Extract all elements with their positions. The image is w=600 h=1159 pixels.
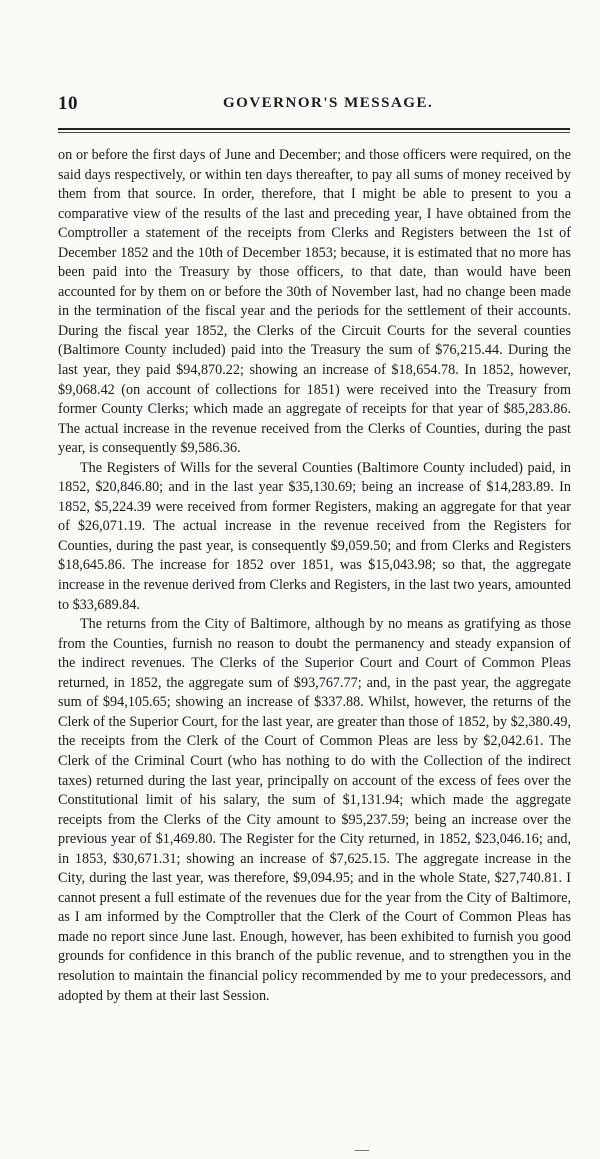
- paragraph-clerks-receipts: on or before the first days of June and December; and those officers were required, on the said days respectively, or within ten days thereafter, to pay all sums of money received by them from that source. In order, therefore, that I might be able to present to you a comparative view of the results of the last and preceding year, I have obtained from the Comptroller a statement of the receipts from Clerks and Registers between the 1st of December 1852 and the 10th of December 1853; because, it is estimated that no more has been paid into the Treasury by those officers, to that date, than would have been accounted for by them on or before the 30th of November last, had no change been made in the termination of the fiscal year and the periods for the settlement of their accounts. During the fiscal year 1852, the Clerks of the Circuit Courts for the several counties (Baltimore County included) paid into the Treasury the sum of $76,215.44. During the last year, they paid $94,870.22; showing an increase of $18,654.78. In 1852, however, $9,068.42 (on account of collections for 1851) were received into the Treasury from former County Clerks; which made an aggregate of receipts for that year of $85,283.86. The actual increase in the revenue received from the Clerks of Counties, during the past year, is consequently $9,586.36.: [58, 147, 571, 457]
- paragraph-registers-of-wills: The Registers of Wills for the several Counties (Baltimore County included) paid, in 1852, $20,846.80; and in the last year $35,130.69; being an increase of $14,283.89. In 1852, $5,224.39 were received from former Registers, making an aggregate for that year of $26,071.19. The actual increase in the revenue received from the Registers for Counties, during the past year, is consequently $9,059.50; and from Clerks and Registers $18,645.86. The increase for 1852 over 1851, was $15,043.98; so that, the aggregate increase in the revenue derived from Clerks and Registers, in the last two years, amounted to $33,689.84.: [58, 459, 571, 613]
- page-number: 10: [58, 93, 78, 114]
- body-text: [58, 146, 571, 1006]
- running-head: GOVERNOR'S MESSAGE.: [223, 95, 434, 111]
- header-rule: [58, 128, 570, 130]
- bottom-mark: [355, 1150, 369, 1151]
- page-header: [58, 93, 570, 115]
- paragraph-city-of-baltimore: The returns from the City of Baltimore, although by no means as gratifying as those from the Counties, furnish no reason to doubt the permanency and steady expansion of the indirect revenues. The Clerks of the Superior Court and Court of Common Pleas returned, in 1852, the aggregate sum of $93,767.77; and, in the past year, the aggregate sum of $94,105.65; showing an increase of $337.88. Whilst, however, the returns of the Clerk of the Superior Court, for the last year, are greater than those of 1852, by $2,380.49, the receipts from the Clerk of the Court of Common Pleas are less by $2,042.61. The Clerk of the Criminal Court (who has nothing to do with the Collection of the indirect taxes) returned during the last year, principally on account of the excess of fees over the Constitutional limit of his salary, the sum of $1,131.94; which made the aggregate receipts from the Clerks of the City amount to $95,237.59; being an increase over the previous year of $1,469.80. The Register for the City returned, in 1852, $23,046.16; and, in 1853, $30,671.31; showing an increase of $7,625.15. The aggregate increase in the City, during the last year, was therefore, $9,094.95; and in the whole State, $27,740.81. I cannot present a full estimate of the revenues due for the year from the City of Baltimore, as I am informed by the Comptroller that the Clerk of the Court of Common Pleas has made no report since June last. Enough, however, has been exhibited to furnish you good grounds for confidence in this branch of the public revenue, and to strengthen you in the resolution to maintain the financial policy recommended by me to your predecessors, and adopted by them at their last Session.: [58, 616, 571, 1004]
- header-rule-thin: [58, 132, 570, 133]
